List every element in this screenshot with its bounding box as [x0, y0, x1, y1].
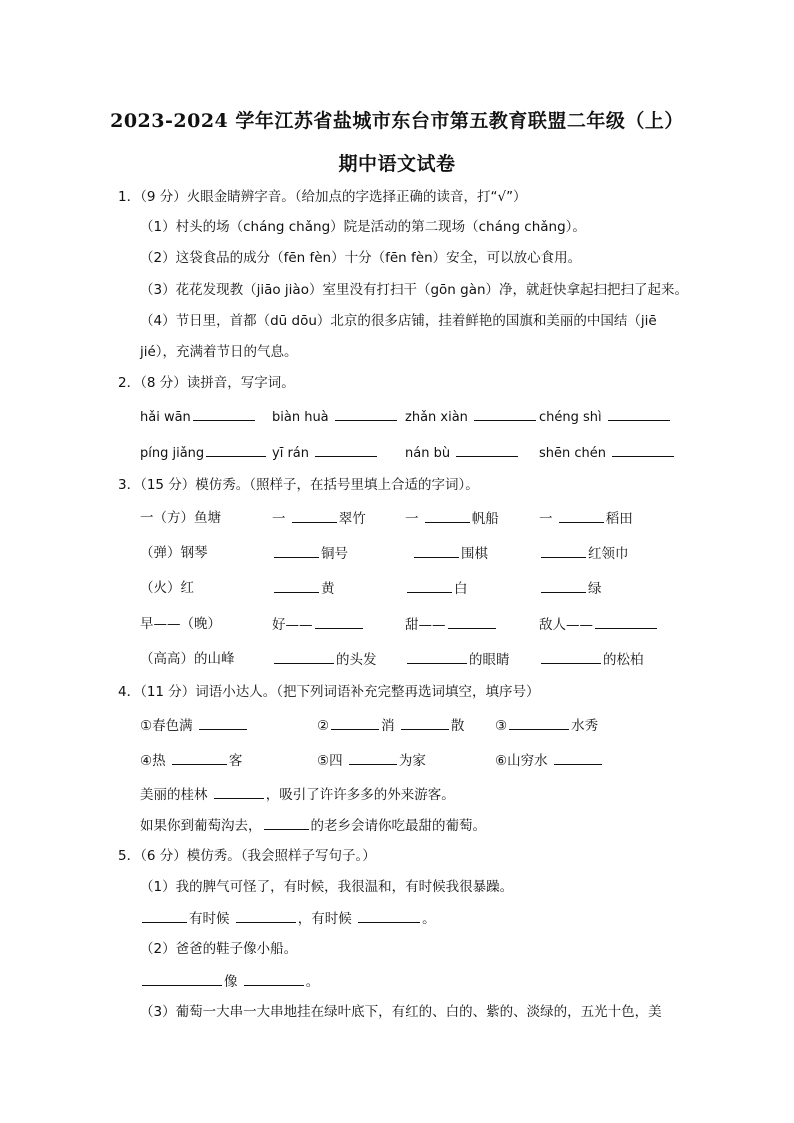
q3-example: 早——（晚） — [140, 616, 221, 632]
q5-item-1: （1）我的脾气可怪了，有时候，我很温和，有时候我很暴躁。 — [140, 879, 514, 895]
answer-blank[interactable] — [407, 650, 467, 664]
q1-item-1: （1）村头的场（cháng chǎng）院是活动的第二现场（cháng chǎng）。 — [140, 219, 586, 235]
q2-heading: 2．（8 分）读拼音，写字词。 — [118, 375, 295, 391]
answer-blank[interactable] — [456, 443, 518, 457]
pinyin-text: zhǎn xiàn — [405, 410, 468, 425]
q4-idiom-3: ③ 水秀 — [495, 718, 599, 734]
q2-pinyin-item — [539, 407, 672, 427]
q3-item: 白 — [405, 579, 468, 598]
q3-item: 甜—— — [405, 615, 498, 634]
answer-blank[interactable] — [199, 716, 247, 730]
answer-blank[interactable] — [474, 407, 536, 421]
q3-item: 黄 — [272, 579, 335, 598]
q5-item-2-fill: 像 。 — [140, 972, 319, 991]
answer-blank[interactable] — [214, 785, 264, 799]
answer-blank[interactable] — [264, 816, 309, 830]
q1-item-2: （2）这袋食品的成分（fēn fèn）十分（fēn fèn）安全，可以放心食用。 — [140, 250, 582, 266]
q2-pinyin-item — [140, 407, 257, 427]
q4-fill-1: 美丽的桂林 ，吸引了许许多多的外来游客。 — [140, 787, 455, 803]
answer-blank[interactable] — [335, 407, 397, 421]
answer-blank[interactable] — [541, 650, 601, 664]
pinyin-text: chéng shì — [539, 410, 602, 425]
q3-item: 红领巾 — [539, 544, 629, 563]
pinyin-text: yī rán — [272, 446, 309, 461]
answer-blank[interactable] — [206, 443, 266, 457]
answer-blank[interactable] — [414, 544, 459, 558]
q3-item: 一 稻田 — [539, 511, 633, 527]
q3-item: 铜号 — [272, 544, 348, 563]
answer-blank[interactable] — [401, 716, 449, 730]
answer-blank[interactable] — [554, 751, 602, 765]
answer-blank[interactable] — [172, 751, 227, 765]
q1-item-3: （3）花花发现教（jiāo jiào）室里没有打扫干（gōn gàn）净，就赶快拿起扫把扫了起来。 — [140, 282, 689, 298]
q3-example: （火）红 — [140, 580, 194, 596]
q3-example: （高高）的山峰 — [140, 651, 235, 667]
answer-blank[interactable] — [448, 615, 496, 629]
q2-pinyin-item — [405, 407, 538, 427]
answer-blank[interactable] — [236, 909, 296, 923]
q1-item-4-line-1: （4）节日里，首都（dū dōu）北京的很多店铺，挂着鲜艳的国旗和美丽的中国结（jiē — [140, 313, 657, 329]
q4-idiom-5: ⑤四 为家 — [317, 753, 426, 769]
q3-item: 一 翠竹 — [272, 511, 366, 527]
answer-blank[interactable] — [244, 972, 304, 986]
answer-blank[interactable] — [142, 972, 222, 986]
q3-heading: 3．（15 分）模仿秀。（照样子，在括号里填上合适的字词）。 — [118, 477, 479, 493]
q3-item: 的松柏 — [539, 650, 644, 669]
q3-item: 绿 — [539, 579, 602, 598]
answer-blank[interactable] — [541, 544, 586, 558]
answer-blank[interactable] — [358, 909, 420, 923]
q5-heading: 5．（6 分）模仿秀。（我会照样子写句子。） — [118, 848, 376, 864]
answer-blank[interactable] — [559, 509, 604, 523]
q4-idiom-1: ①春色满 — [140, 716, 249, 735]
answer-blank[interactable] — [274, 650, 334, 664]
answer-blank[interactable] — [349, 751, 397, 765]
q3-item: 的头发 — [272, 650, 377, 669]
q4-heading: 4．（11 分）词语小达人。（把下列词语补充完整再选词填空，填序号） — [118, 684, 540, 700]
q2-pinyin-item — [140, 443, 268, 463]
q3-item: 一 帆船 — [405, 511, 499, 527]
answer-blank[interactable] — [193, 407, 255, 421]
pinyin-text: nán bù — [405, 446, 451, 461]
answer-blank[interactable] — [142, 909, 187, 923]
answer-blank[interactable] — [595, 615, 657, 629]
q3-item: 的眼睛 — [405, 650, 510, 669]
answer-blank[interactable] — [509, 716, 569, 730]
q3-item: 围棋 — [412, 544, 488, 563]
answer-blank[interactable] — [274, 579, 319, 593]
q4-fill-2: 如果你到葡萄沟去， 的老乡会请你吃最甜的葡萄。 — [140, 818, 486, 834]
q2-pinyin-item — [272, 407, 399, 427]
q2-pinyin-item — [405, 443, 520, 463]
answer-blank[interactable] — [331, 716, 379, 730]
q2-pinyin-item — [539, 443, 676, 463]
pinyin-text: píng jiǎng — [140, 446, 205, 461]
q5-item-3: （3）葡萄一大串一大串地挂在绿叶底下，有红的、白的、紫的、淡绿的，五光十色，美 — [140, 1004, 662, 1020]
answer-blank[interactable] — [612, 443, 674, 457]
q4-idiom-2: ② 消 散 — [317, 718, 465, 734]
q5-item-1-fill: 有时候 ，有时候 。 — [140, 909, 436, 928]
q4-idiom-6: ⑥山穷水 — [495, 751, 604, 770]
answer-blank[interactable] — [315, 615, 363, 629]
q2-pinyin-item — [272, 443, 379, 463]
q1-item-4-line-2: jié），充满着节日的气息。 — [140, 344, 298, 360]
q3-example: 一（方）鱼塘 — [140, 510, 221, 526]
answer-blank[interactable] — [292, 509, 337, 523]
q3-item: 敌人—— — [539, 615, 659, 634]
answer-blank[interactable] — [274, 544, 319, 558]
answer-blank[interactable] — [425, 509, 470, 523]
q1-heading: 1．（9 分）火眼金睛辨字音。（给加点的字选择正确的读音，打“√”） — [118, 189, 527, 205]
exam-title-line-2: 期中语文试卷 — [338, 153, 456, 175]
answer-blank[interactable] — [315, 443, 377, 457]
exam-title-line-1: 2023-2024 学年江苏省盐城市东台市第五教育联盟二年级（上） — [110, 110, 684, 132]
pinyin-text: shēn chén — [539, 446, 607, 461]
pinyin-text: hǎi wān — [140, 410, 191, 425]
q5-item-2: （2）爸爸的鞋子像小船。 — [140, 941, 298, 957]
q4-idiom-4: ④热 客 — [140, 753, 243, 769]
answer-blank[interactable] — [608, 407, 670, 421]
answer-blank[interactable] — [541, 579, 586, 593]
q3-example: （弹）钢琴 — [140, 545, 208, 561]
pinyin-text: biàn huà — [272, 410, 329, 425]
answer-blank[interactable] — [407, 579, 452, 593]
q3-item: 好—— — [272, 615, 365, 634]
